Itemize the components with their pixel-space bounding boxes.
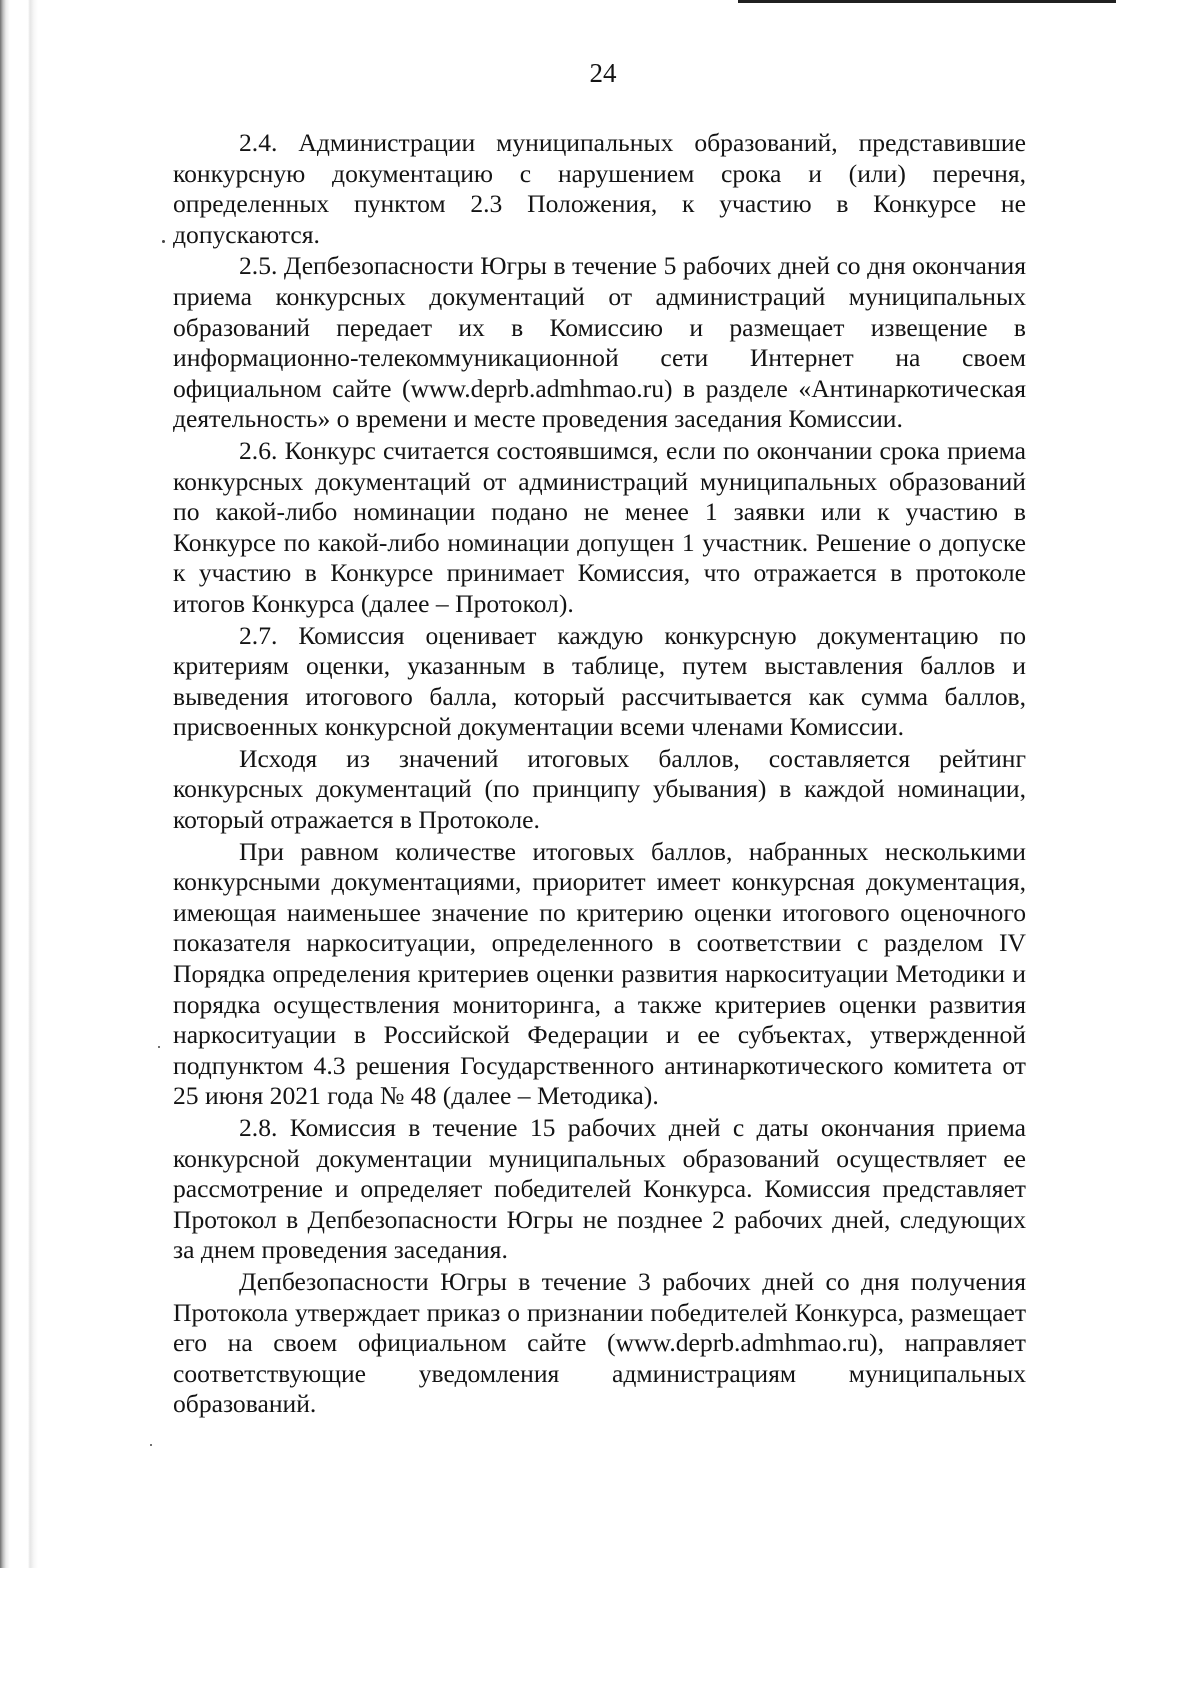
document-body — [173, 128, 1026, 1420]
paragraph-priority: При равном количестве итоговых баллов, набранных несколькими конкурсными документациями, приоритет имеет конкурсная документация, имеющая наименьшее значение по критерию оценки итогового оценочного показателя наркоситуации, определенного в соответствии с разделом IV Порядка определения критериев оценки развития наркоситуации Методики и порядка осуществления мониторинга, а также критериев оценки развития наркоситуации в Российской Федерации и ее субъектах, утвержденной подпунктом 4.3 решения Государственного антинаркотического комитета от 25 июня 2021 года № 48 (далее – Методика). — [173, 836, 1026, 1111]
scan-speck — [158, 1046, 160, 1048]
scan-speck — [162, 240, 165, 243]
scan-speck — [150, 1444, 152, 1446]
paragraph-approval: Депбезопасности Югры в течение 3 рабочих дней со дня получения Протокола утверждает приказ о признании победителей Конкурса, размещает его на своем официальном сайте (www.deprb.admhmao.ru), направляет соответствующие уведомления администрациям муниципальных образований. — [173, 1266, 1026, 1419]
paragraph-2-5: 2.5. Депбезопасности Югры в течение 5 рабочих дней со дня окончания приема конкурсных документаций от администраций муниципальных образований передает их в Комиссию и размещает извещение в информационно-телекоммуникационной сети Интернет на своем официальном сайте (www.deprb.admhmao.ru) в разделе «Антинаркотическая деятельность» о времени и месте проведения заседания Комиссии. — [173, 251, 1026, 434]
paragraph-rating: Исходя из значений итоговых баллов, составляется рейтинг конкурсных документаций (по принципу убывания) в каждой номинации, который отражается в Протоколе. — [173, 743, 1026, 835]
top-border-line — [738, 0, 1116, 3]
paragraph-2-6: 2.6. Конкурс считается состоявшимся, если по окончании срока приема конкурсных документаций от администраций муниципальных образований по какой-либо номинации подано не менее 1 заявки или к участию в Конкурсе по какой-либо номинации допущен 1 участник. Решение о допуске к участию в Конкурсе принимает Комиссия, что отражается в протоколе итогов Конкурса (далее – Протокол). — [173, 435, 1026, 618]
paragraph-2-4: 2.4. Администрации муниципальных образований, представившие конкурсную документацию с нарушением срока и (или) перечня, определенных пунктом 2.3 Положения, к участию в Конкурсе не допускаются. — [173, 128, 1026, 249]
scan-binding-edge — [0, 0, 38, 1568]
paragraph-2-7: 2.7. Комиссия оценивает каждую конкурсную документацию по критериям оценки, указанным в таблице, путем выставления баллов и выведения итогового балла, который рассчитывается как сумма баллов, присвоенных конкурсной документации всеми членами Комиссии. — [173, 620, 1026, 742]
page-number: 24 — [589, 58, 617, 88]
paragraph-2-8: 2.8. Комиссия в течение 15 рабочих дней с даты окончания приема конкурсной документации муниципальных образований осуществляет ее рассмотрение и определяет победителей Конкурса. Комиссия представляет Протокол в Депбезопасности Югры не позднее 2 рабочих дней, следующих за днем проведения заседания. — [173, 1113, 1026, 1265]
